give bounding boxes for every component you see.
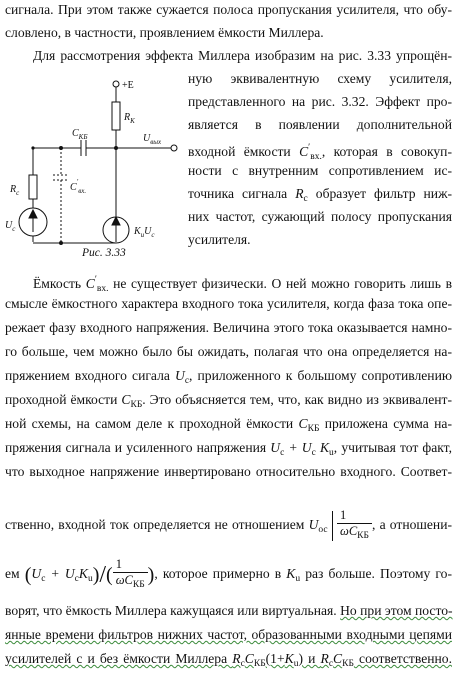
text-line-p4: го больше, чем можно было бы ожидать, полагая что она определяется на- bbox=[5, 344, 452, 359]
text-line-r7: них частот, сужающий полосу пропускания bbox=[188, 209, 452, 224]
resistor-rc bbox=[29, 175, 37, 199]
text-line-p1: Ёмкость $C'_{вх.}$ не существует физически. О ней можно говорить лишь в bbox=[33, 275, 453, 294]
rc-label: $R_c$ bbox=[10, 184, 20, 197]
figure-caption: Рис. 3.33 bbox=[82, 247, 126, 259]
circuit-diagram bbox=[0, 62, 188, 252]
text-line-r4: входной ёмкости $C'_{вх.}$, которая в совокуп- bbox=[188, 143, 452, 162]
fraction-1-omega-ckb: $\frac{1}{\omega C_{КБ}}$ bbox=[337, 509, 372, 543]
fraction-divider bbox=[332, 511, 333, 541]
fraction-1-omega-ckb-2: $\frac{1}{\omega C_{КБ}}$ bbox=[113, 558, 148, 592]
text-line-p10: ственно, входной ток определяется не отношением $U_{ос}$ $\frac{1}{\omega C_{КБ}}$ , а отношени- bbox=[5, 507, 452, 541]
text-line-p6: проходной ёмкости $C_{КБ}$. Это объясняется тем, что, как видно из эквивалент- bbox=[5, 392, 452, 410]
text-line-r1: ную эквивалентную схему усилителя, bbox=[188, 71, 452, 86]
text-line-p13: янные времени фильтров нижних частот, образованными входными цепями bbox=[5, 627, 452, 642]
text-line-p11: ем $(U_с + U_сK_u)/$( $\frac{1}{\omega C_{КБ}}$ ), которое примерно в $K_u$ раз больше. Поэтому го- bbox=[5, 556, 452, 590]
text-line-r2: представленного на рис. 3.32. Эффект про- bbox=[188, 94, 452, 109]
text-line-p14: усилителей с и без ёмкости Миллера $R_сC_{КБ}(1+K_u)$ и $R_сC_{КБ}$ соответственно. bbox=[5, 651, 452, 669]
supply-terminal bbox=[113, 81, 119, 87]
text-line-3: Для рассмотрения эффекта Миллера изобразим на рис. 3.33 упрощён- bbox=[33, 48, 452, 63]
uout-label: $U_{вых}$ bbox=[143, 133, 162, 146]
text-line-p7: ной схемы, на самом деле к проходной ёмкости $C_{КБ}$ приложена сумма на- bbox=[5, 416, 452, 434]
text-line-p5: пряжением входного сигала $U_с$, приложенного к большому сопротивлению bbox=[5, 368, 452, 386]
text-line-p8: пряжения сигнала и усиленного напряжения $U_с + U_с$ $K_u$, учитывая тот факт, bbox=[5, 440, 453, 458]
text-line-r5: ности с внутренним сопротивлением ис- bbox=[188, 163, 452, 178]
rk-label: $R_K$ bbox=[124, 112, 135, 125]
text-line-p3: режает фазу входного напряжения. Величина этого тока оказывается намно- bbox=[5, 320, 452, 335]
kuuc-label: $K_uU_c$ bbox=[134, 226, 155, 239]
text-line-p9: что выходное напряжение инвертировано относительно входного. Соответ- bbox=[5, 464, 452, 479]
text-line-p2: смысле ёмкостного характера входного тока усилителя, когда фаза тока опе- bbox=[5, 296, 452, 311]
text-line-p12: ворят, что ёмкость Миллера кажущаяся или виртуальная. Но при этом посто- bbox=[5, 603, 453, 618]
text-line-r6: точника сигнала $R_с$ образует фильтр ниж- bbox=[188, 186, 453, 204]
text-line-r8: усилителя. bbox=[188, 232, 251, 247]
resistor-rk bbox=[112, 102, 120, 130]
output-terminal bbox=[171, 145, 177, 151]
ckb-label: $C_{КБ}$ bbox=[72, 128, 88, 141]
text-line-2: словлено, в частности, проявлением ёмкости Миллера. bbox=[5, 25, 324, 40]
text-line-1: сигнала. При этом также сужается полоса пропускания усилителя, что обу- bbox=[5, 2, 452, 17]
uc-label: $U_c$ bbox=[5, 220, 16, 233]
cvx-label: $C'_{вх.}$ bbox=[70, 178, 87, 195]
text-line-r3: является в появлении дополнительной bbox=[188, 117, 452, 132]
supply-label: +E bbox=[122, 80, 134, 91]
